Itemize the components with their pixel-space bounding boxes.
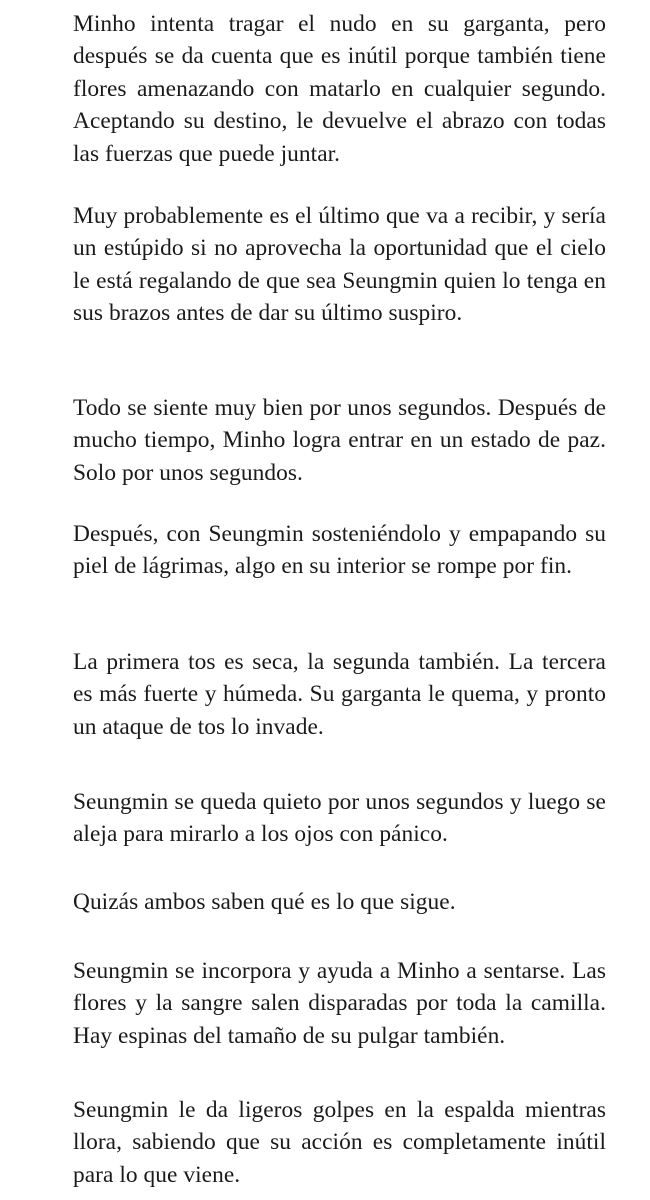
paragraph-5: La primera tos es seca, la segunda también. La tercera es más fuerte y húmeda. Su garganta le quema, y pronto un ataque de tos lo invade. — [73, 649, 606, 740]
paragraph-1: Minho intenta tragar el nudo en su garganta, pero después se da cuenta que es inútil porque también tiene flores amenazando con matarlo en cualquier segundo. Aceptando su destino, le devuelve el abrazo con todas las fuerzas que puede juntar. — [73, 11, 606, 167]
paragraph-3: Todo se siente muy bien por unos segundos. Después de mucho tiempo, Minho logra entrar en un estado de paz. Solo por unos segundos. — [73, 395, 606, 486]
paragraph-7: Quizás ambos saben qué es lo que sigue. — [73, 889, 456, 915]
paragraph-6: Seungmin se queda quieto por unos segundos y luego se aleja para mirarlo a los ojos con pánico. — [73, 789, 606, 848]
paragraph-9: Seungmin le da ligeros golpes en la espalda mientras llora, sabiendo que su acción es completamente inútil para lo que viene. — [73, 1097, 606, 1188]
paragraph-2: Muy probablemente es el último que va a recibir, y sería un estúpido si no aprovecha la oportunidad que el cielo le está regalando de que sea Seungmin quien lo tenga en sus brazos antes de dar su último suspiro. — [73, 203, 606, 327]
paragraph-4: Después, con Seungmin sosteniéndolo y empapando su piel de lágrimas, algo en su interior se rompe por fin. — [73, 521, 606, 580]
paragraph-8: Seungmin se incorpora y ayuda a Minho a sentarse. Las flores y la sangre salen disparadas por toda la camilla. Hay espinas del tamaño de su pulgar también. — [73, 958, 606, 1049]
